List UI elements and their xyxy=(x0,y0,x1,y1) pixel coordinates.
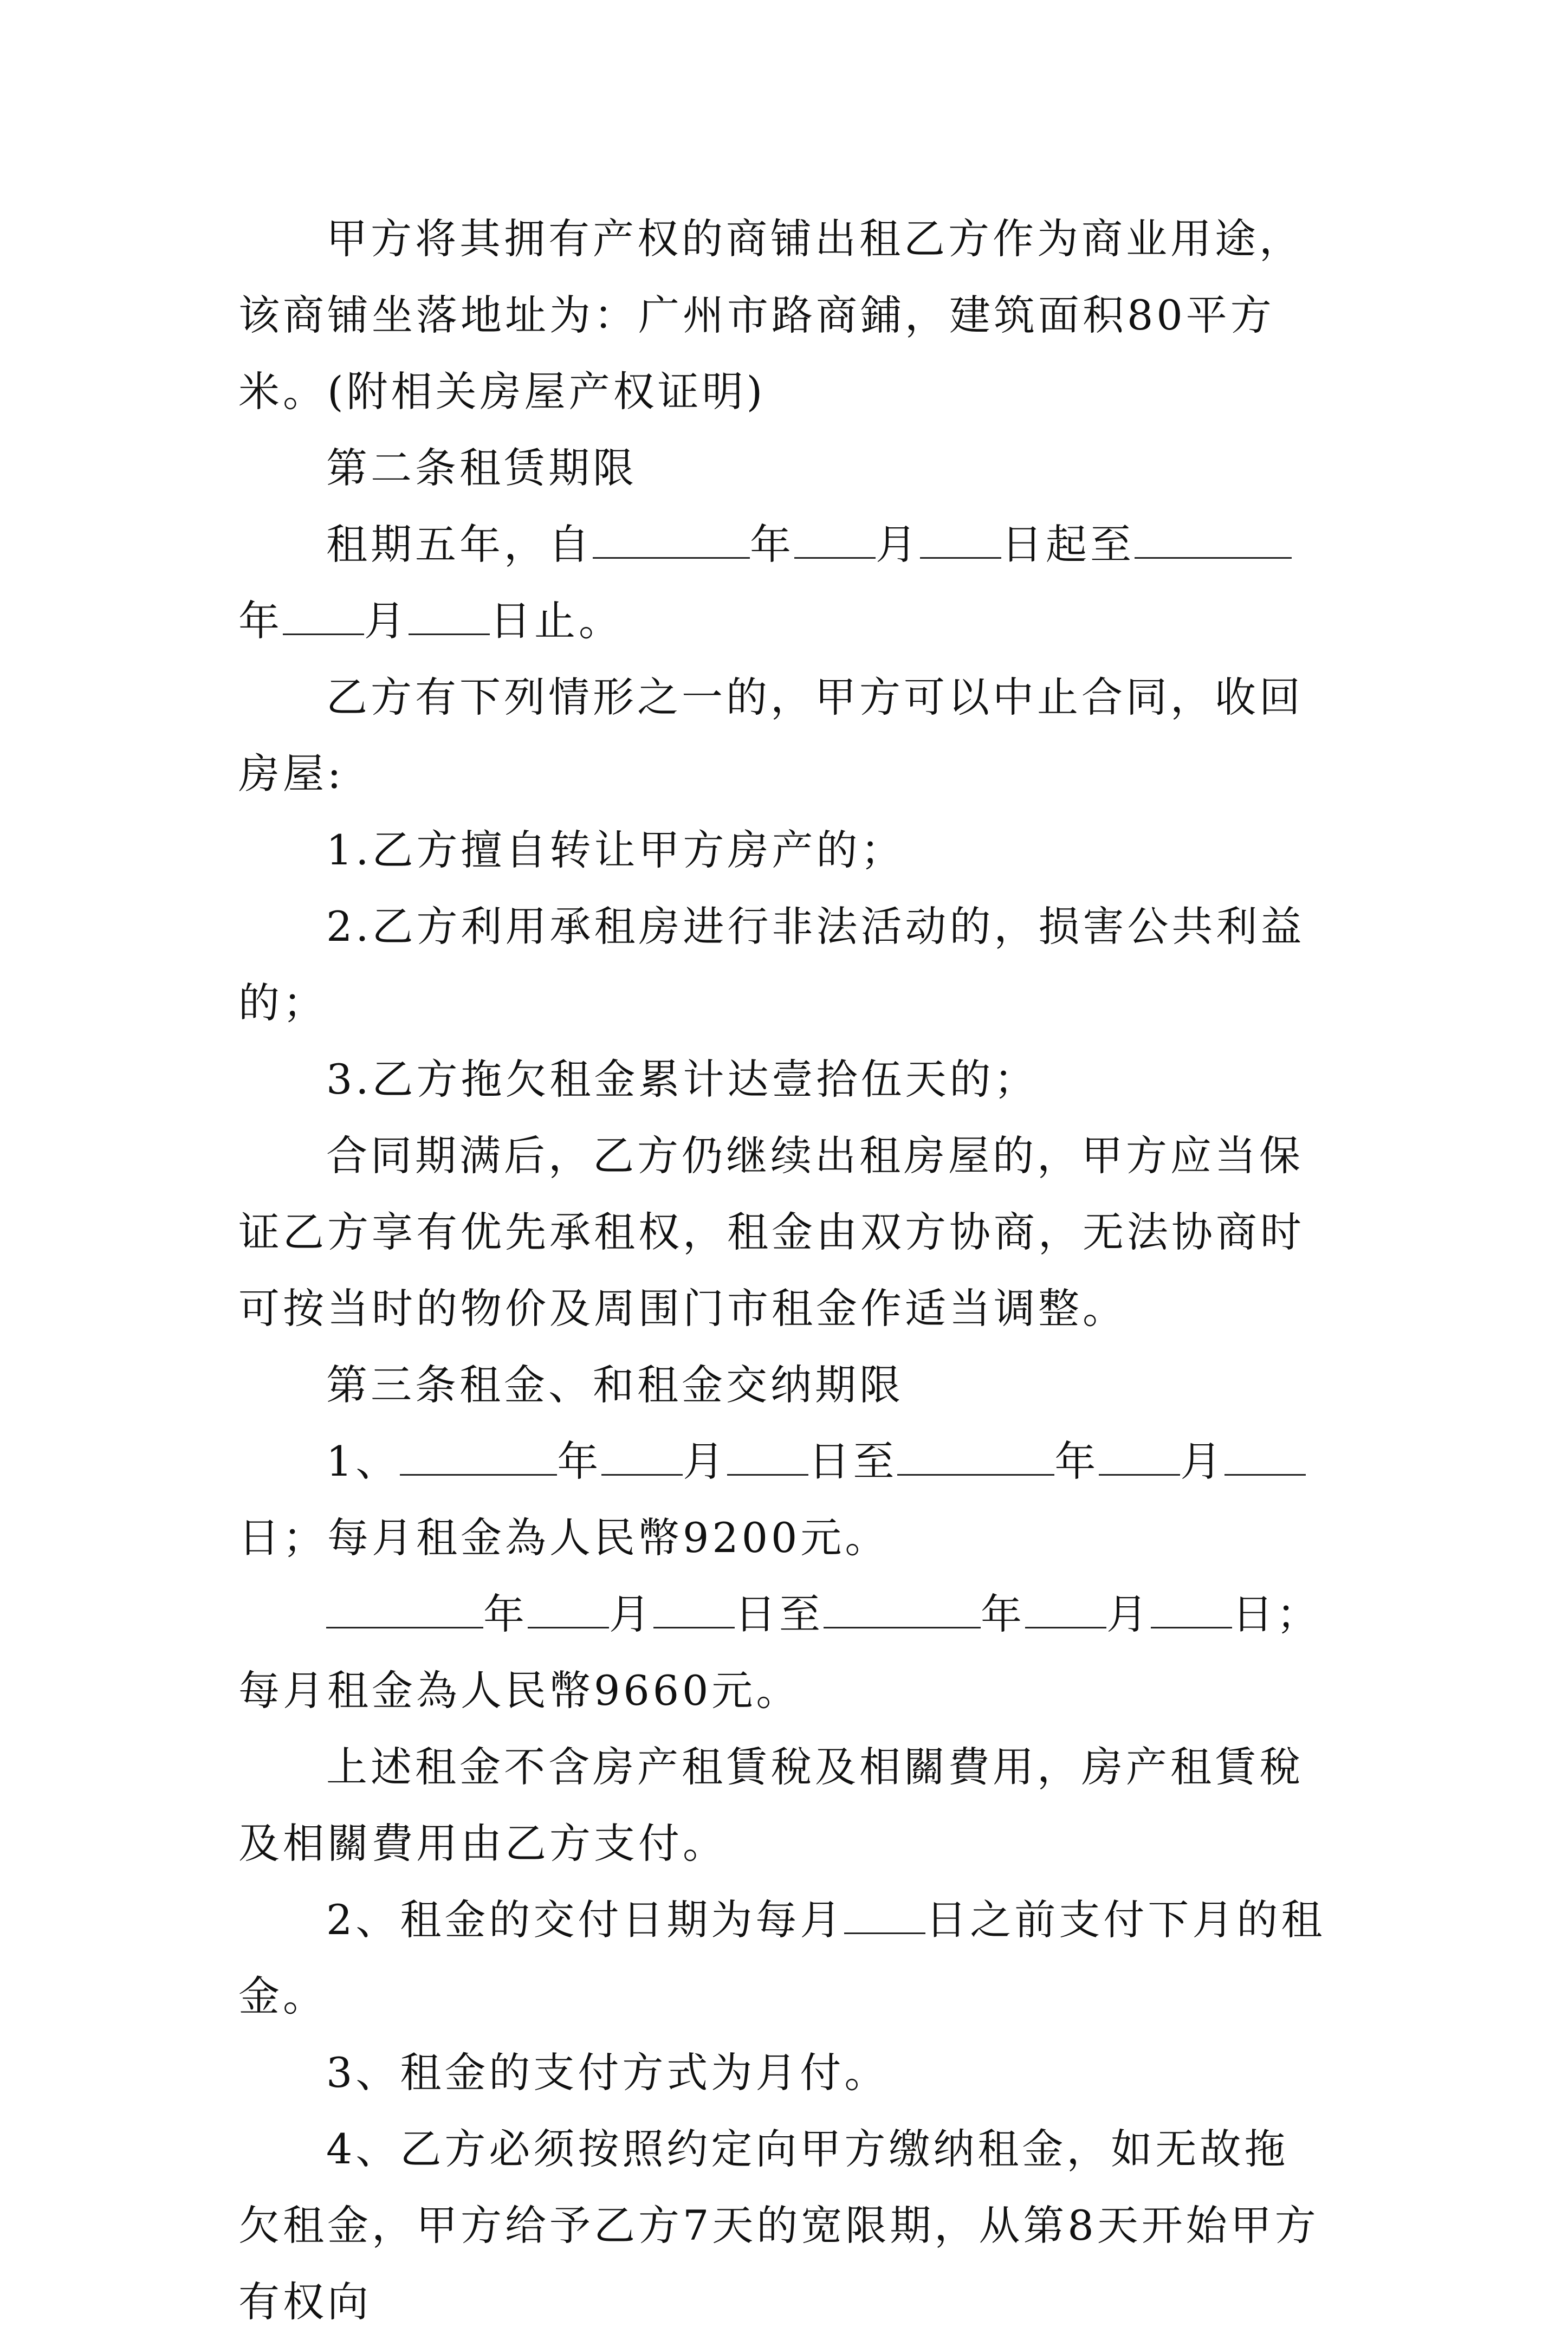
term-text-6: 月 xyxy=(364,597,409,645)
heading-article-2: 第二条租赁期限 xyxy=(326,444,637,492)
blank-rent2-end-month xyxy=(1025,1589,1106,1628)
rent2-text-6: 月 xyxy=(1106,1590,1151,1638)
blank-rent1-start-month xyxy=(601,1436,683,1476)
due-text-2: 日之前支付下月的租金。 xyxy=(238,1896,1326,2020)
list-item-3: 3.乙方拖欠租金累计达壹拾伍天的； xyxy=(326,1055,1039,1103)
term-text-2: 年 xyxy=(750,520,794,568)
list-item-1: 1.乙方擅自转让甲方房产的； xyxy=(326,826,905,874)
paragraph-termination-conditions: 乙方有下列情形之一的，甲方可以中止合同，收回房屋: xyxy=(238,673,1304,798)
paragraph-due-date xyxy=(238,1882,1333,2034)
rent1-text-2: 年 xyxy=(557,1437,602,1485)
blank-rent1-start-day xyxy=(727,1436,808,1476)
blank-start-year xyxy=(593,519,750,559)
blank-start-day xyxy=(920,519,1001,559)
blank-end-day xyxy=(409,596,490,635)
blank-rent1-end-year xyxy=(897,1436,1054,1476)
rent1-text-3: 月 xyxy=(683,1437,728,1485)
blank-end-year xyxy=(1135,519,1292,559)
paragraph-late-payment: 4、乙方必须按照约定向甲方缴纳租金，如无故拖欠租金，甲方给予乙方7天的宽限期，从第8天开始甲方有权向 xyxy=(238,2125,1319,2326)
blank-due-day xyxy=(844,1895,925,1934)
rent2-text-3: 月 xyxy=(609,1590,653,1638)
rent1-text-7: 日；每月租金為人民幣9200元。 xyxy=(238,1514,890,1562)
blank-rent2-start-day xyxy=(653,1589,735,1628)
blank-rent2-end-year xyxy=(824,1589,981,1628)
blank-rent1-end-month xyxy=(1099,1436,1180,1476)
blank-rent2-start-year xyxy=(326,1589,483,1628)
paragraph-property-description: 甲方将其拥有产权的商铺出租乙方作为商业用途，该商铺坐落地址为：广州市路商鋪，建筑面积80平方米。(附相关房屋产权证明) xyxy=(238,215,1304,416)
paragraph-rent-period-1 xyxy=(238,1423,1333,1576)
due-text-1: 2、租金的交付日期为每月 xyxy=(326,1896,845,1944)
list-item-2: 2.乙方利用承租房进行非法活动的，损害公共利益的； xyxy=(238,902,1305,1027)
rent2-text-4: 日至 xyxy=(735,1590,824,1638)
term-text-3: 月 xyxy=(876,520,920,568)
paragraph-lease-term xyxy=(238,506,1333,659)
paragraph-renewal: 合同期满后，乙方仍继续出租房屋的，甲方应当保证乙方享有优先承租权，租金由双方协商，无法协商时可按当时的物价及周围门市租金作适当调整。 xyxy=(238,1132,1305,1333)
blank-start-month xyxy=(794,519,876,559)
rent1-text-1: 1、 xyxy=(326,1437,400,1485)
blank-end-month xyxy=(283,596,364,635)
blank-rent2-end-day xyxy=(1151,1589,1232,1628)
term-text-5: 年 xyxy=(238,597,283,645)
rent1-text-4: 日至 xyxy=(808,1437,898,1485)
term-text-4: 日起至 xyxy=(1001,520,1135,568)
document-body xyxy=(238,201,1333,2340)
paragraph-rent-period-2 xyxy=(238,1576,1333,1729)
rent2-text-5: 年 xyxy=(981,1590,1025,1638)
heading-article-3: 第三条租金、和租金交纳期限 xyxy=(326,1361,904,1409)
term-text-1: 租期五年，自 xyxy=(326,520,593,568)
rent1-text-6: 月 xyxy=(1180,1437,1225,1485)
blank-rent1-end-day xyxy=(1224,1436,1306,1476)
rent2-text-2: 年 xyxy=(483,1590,528,1638)
rent1-text-5: 年 xyxy=(1054,1437,1099,1485)
term-text-7: 日止。 xyxy=(490,597,623,645)
blank-rent2-start-month xyxy=(528,1589,609,1628)
rent2-text-7: 日；每月租金為人民幣9660元。 xyxy=(238,1590,1321,1715)
paragraph-payment-method: 3、租金的支付方式为月付。 xyxy=(326,2048,889,2097)
blank-rent1-start-year xyxy=(400,1436,557,1476)
paragraph-taxes: 上述租金不含房产租賃稅及相關費用，房产租賃稅及相關費用由乙方支付。 xyxy=(238,1743,1304,1867)
